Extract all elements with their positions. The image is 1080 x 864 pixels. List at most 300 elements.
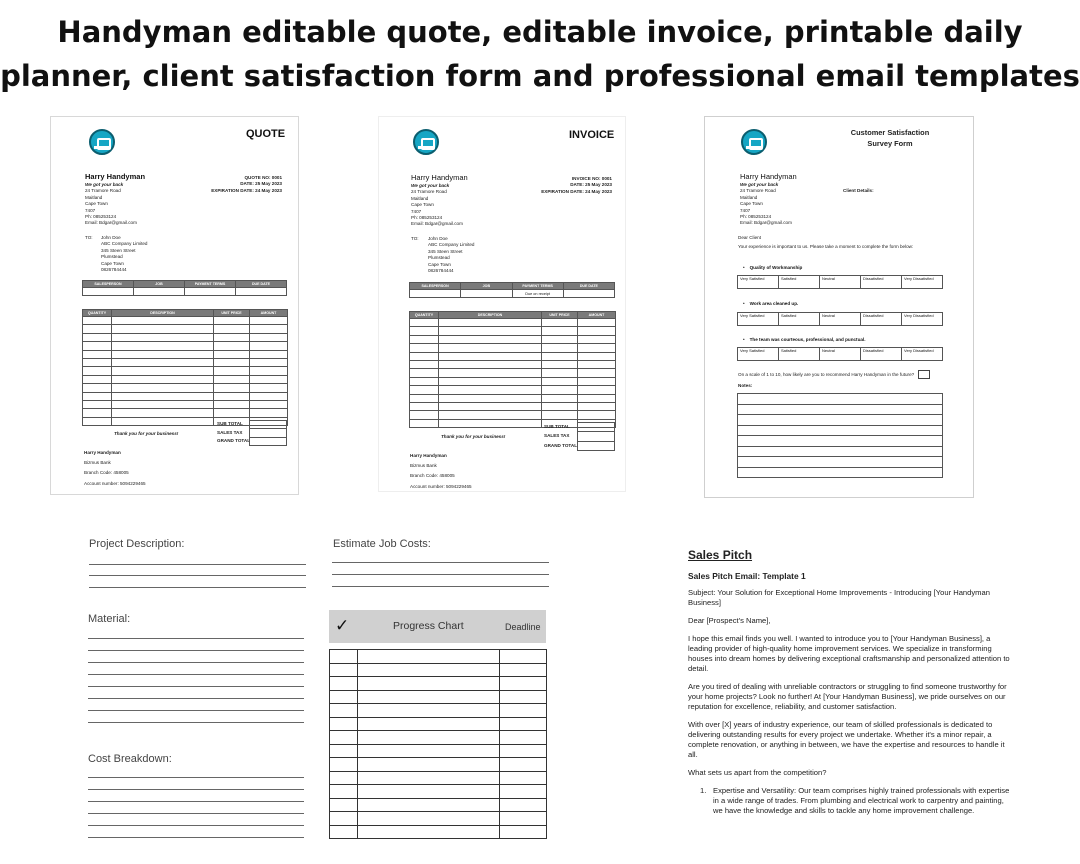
table-cell[interactable] (83, 288, 134, 296)
writing-line[interactable] (88, 837, 304, 838)
address-line: Ph: 085253124 (411, 215, 443, 221)
address-line: Ph: 085253124 (740, 214, 772, 220)
table-cell[interactable] (214, 367, 250, 375)
progress-task-cell[interactable] (358, 798, 500, 812)
rating-option[interactable]: Satisfied (779, 276, 820, 289)
table-cell[interactable] (112, 358, 214, 366)
progress-check-cell[interactable] (330, 663, 358, 677)
table-cell[interactable] (410, 327, 439, 335)
totals-table (249, 420, 287, 446)
progress-deadline-cell[interactable] (500, 771, 547, 785)
progress-task-cell[interactable] (358, 677, 500, 691)
invoice-number: INVOICE NO: 0001 (571, 176, 612, 181)
table-cell[interactable] (250, 375, 288, 383)
client-line: ABC Company Limited (101, 241, 148, 247)
recommend-score-box[interactable] (918, 370, 930, 379)
client-line: Plumstead (428, 255, 450, 261)
email-list-item (688, 786, 1010, 816)
payment-terms-cell[interactable]: Due on receipt (512, 290, 563, 298)
rating-table-workmanship (737, 275, 943, 289)
writing-line[interactable] (88, 698, 304, 699)
table-cell[interactable] (112, 367, 214, 375)
invoice-expiration: EXPIRATION DATE: 24 May 2023 (541, 188, 612, 194)
survey-preview (704, 116, 974, 498)
table-cell[interactable] (542, 344, 578, 352)
rating-option[interactable]: Dissatisfied (861, 348, 902, 361)
email-paragraph: What sets us apart from the competition? (688, 768, 827, 777)
progress-check-cell[interactable] (330, 771, 358, 785)
question-cleanup: • Work area cleaned up. (743, 301, 798, 306)
business-address (740, 182, 792, 227)
client-line: Plumstead (101, 254, 123, 260)
table-cell[interactable] (439, 319, 542, 327)
progress-check-cell[interactable] (330, 704, 358, 718)
progress-check-cell[interactable] (330, 690, 358, 704)
notes-line[interactable] (738, 467, 943, 478)
to-label: TO: (85, 235, 93, 240)
column-header: DUE DATE (563, 283, 614, 290)
writing-line[interactable] (88, 801, 304, 802)
writing-line[interactable] (88, 825, 304, 826)
table-cell[interactable] (250, 317, 288, 325)
address-line: 7407 (411, 208, 422, 214)
table-cell[interactable] (250, 358, 288, 366)
table-cell[interactable] (83, 375, 112, 383)
address-line: 24 Tramore Road (85, 188, 121, 194)
progress-deadline-cell[interactable] (500, 798, 547, 812)
totals-table (577, 422, 615, 451)
column-header: JOB (134, 281, 185, 288)
table-cell[interactable] (214, 384, 250, 392)
address-line: Email: Bdgar@gmail.com (740, 220, 792, 226)
address-line: Email: Bdgar@gmail.com (411, 221, 463, 227)
table-cell[interactable] (439, 386, 542, 394)
invoice-title: INVOICE (569, 129, 615, 141)
table-cell[interactable] (83, 333, 112, 341)
progress-deadline-cell[interactable] (500, 690, 547, 704)
address-line: 24 Tramore Road (740, 188, 776, 194)
writing-line[interactable] (88, 674, 304, 675)
table-cell[interactable] (112, 350, 214, 358)
table-cell[interactable] (410, 290, 461, 298)
headline-line-1: Handyman editable quote, editable invoice, printable daily (57, 15, 1023, 49)
writing-line[interactable] (88, 789, 304, 790)
column-header: AMOUNT (578, 312, 616, 319)
list-item-text: Expertise and Versatility: Our team comprises highly trained professionals with expertise in a wide range of trades. From plumbing and electrical work to carpentry and painting, we have the knowledge and skills to tackle any home improvement challenge. (713, 786, 1010, 815)
table-cell[interactable] (439, 419, 542, 427)
table-cell[interactable] (410, 335, 439, 343)
address-line: Maitland (85, 194, 103, 200)
table-cell[interactable] (578, 402, 616, 410)
table-cell[interactable] (578, 327, 616, 335)
table-cell[interactable] (542, 394, 578, 402)
progress-task-cell[interactable] (358, 663, 500, 677)
progress-check-cell[interactable] (330, 717, 358, 731)
table-cell[interactable] (439, 394, 542, 402)
email-subject: Subject: Your Solution for Exceptional Home Improvements - Introducing [Your Handyman Business] (688, 588, 990, 607)
table-cell[interactable] (578, 377, 616, 385)
recommend-question: On a scale of 1 to 10, how likely are you to recommend Harry Handyman in the future? (738, 372, 915, 377)
table-cell[interactable] (578, 360, 616, 368)
address-line: Maitland (411, 195, 429, 201)
table-cell[interactable] (83, 342, 112, 350)
progress-check-cell[interactable] (330, 758, 358, 772)
table-cell[interactable] (112, 400, 214, 408)
table-cell[interactable] (578, 319, 616, 327)
progress-deadline-cell[interactable] (500, 731, 547, 745)
writing-line[interactable] (332, 562, 549, 563)
progress-check-cell[interactable] (330, 731, 358, 745)
to-label: TO: (411, 236, 419, 241)
notes-line[interactable] (738, 446, 943, 457)
table-cell[interactable] (410, 369, 439, 377)
client-line: ABC Company Limited (428, 242, 475, 248)
table-cell[interactable] (214, 409, 250, 417)
table-cell[interactable] (439, 360, 542, 368)
bank-name: Bizmus Bank (84, 460, 111, 466)
table-cell[interactable] (410, 411, 439, 419)
table-cell[interactable] (578, 352, 616, 360)
rating-option[interactable]: Very Dissatisfied (902, 276, 943, 289)
table-cell[interactable] (578, 369, 616, 377)
table-cell[interactable] (112, 384, 214, 392)
writing-line[interactable] (88, 638, 304, 639)
table-cell[interactable] (214, 400, 250, 408)
table-cell[interactable] (134, 288, 185, 296)
table-cell[interactable] (410, 386, 439, 394)
rating-option[interactable]: Very Satisfied (738, 313, 779, 326)
checkmark-icon: ✓ (335, 616, 350, 636)
column-header: DUE DATE (236, 281, 287, 288)
progress-task-cell[interactable] (358, 744, 500, 758)
sales-pitch-heading: Sales Pitch (688, 548, 753, 562)
quote-title: QUOTE (246, 128, 286, 140)
grand-total-value[interactable] (578, 441, 615, 450)
table-cell[interactable] (250, 342, 288, 350)
tagline: We got your back (740, 182, 779, 187)
column-header: UNIT PRICE (542, 312, 578, 319)
table-cell[interactable] (83, 350, 112, 358)
column-header: DESCRIPTION (439, 312, 542, 319)
rating-option[interactable]: Dissatisfied (861, 276, 902, 289)
table-cell[interactable] (542, 402, 578, 410)
bank-details (410, 451, 472, 492)
progress-deadline-cell[interactable] (500, 650, 547, 664)
progress-deadline-cell[interactable] (500, 663, 547, 677)
address-line: 7407 (740, 207, 751, 213)
writing-line[interactable] (88, 710, 304, 711)
table-cell[interactable] (112, 417, 214, 425)
client-line: John Doe (101, 235, 121, 240)
question-courtesy: • The team was courteous, professional, and punctual. (743, 337, 866, 342)
progress-deadline-cell[interactable] (500, 717, 547, 731)
progress-deadline-cell[interactable] (500, 744, 547, 758)
writing-line[interactable] (332, 574, 549, 575)
tagline: We got your back (85, 182, 124, 187)
handyman-logo-icon (413, 129, 439, 155)
writing-line[interactable] (89, 564, 306, 565)
notes-line[interactable] (738, 425, 943, 436)
business-name: Harry Handyman (740, 172, 797, 181)
table-cell[interactable] (578, 394, 616, 402)
notes-line[interactable] (738, 394, 943, 405)
writing-line[interactable] (332, 586, 549, 587)
client-block (101, 235, 147, 273)
rating-option[interactable]: Satisfied (779, 313, 820, 326)
table-cell[interactable] (250, 350, 288, 358)
rating-option[interactable]: Very Satisfied (738, 276, 779, 289)
quote-date: DATE: 25 May 2023 (240, 181, 282, 187)
table-cell[interactable] (563, 290, 614, 298)
table-cell[interactable] (112, 317, 214, 325)
progress-task-cell[interactable] (358, 650, 500, 664)
table-cell[interactable] (214, 375, 250, 383)
rating-option[interactable]: Neutral (820, 348, 861, 361)
sales-pitch-preview (688, 548, 1010, 816)
client-line: John Doe (428, 236, 448, 241)
address-line: Ph: 085253124 (85, 214, 117, 220)
subtotal-label: SUB TOTAL (217, 421, 243, 426)
table-cell[interactable] (83, 325, 112, 333)
table-cell[interactable] (83, 392, 112, 400)
table-cell[interactable] (83, 358, 112, 366)
rating-option[interactable]: Very Dissatisfied (902, 313, 943, 326)
writing-line[interactable] (89, 575, 306, 576)
progress-check-cell[interactable] (330, 812, 358, 826)
table-cell[interactable] (112, 333, 214, 341)
survey-title-line-1: Customer Satisfaction (850, 128, 930, 137)
writing-line[interactable] (88, 662, 304, 663)
bank-account-name: Harry Handyman (84, 450, 121, 455)
email-list (688, 786, 1010, 816)
progress-check-cell[interactable] (330, 677, 358, 691)
column-header: QUANTITY (83, 310, 112, 317)
address-line: Maitland (740, 194, 758, 200)
sales-tax-value[interactable] (578, 432, 615, 441)
table-cell[interactable] (439, 377, 542, 385)
progress-task-cell[interactable] (358, 717, 500, 731)
account-number: Account number: 5094229465 (410, 483, 472, 489)
table-cell[interactable] (236, 288, 287, 296)
rating-option[interactable]: Dissatisfied (861, 313, 902, 326)
table-cell[interactable] (214, 350, 250, 358)
writing-line[interactable] (89, 587, 306, 588)
table-cell[interactable] (83, 384, 112, 392)
table-cell[interactable] (542, 335, 578, 343)
table-cell[interactable] (250, 400, 288, 408)
table-cell[interactable] (214, 333, 250, 341)
table-cell[interactable] (112, 325, 214, 333)
progress-task-cell[interactable] (358, 690, 500, 704)
account-number: Account number: 5094229465 (84, 480, 146, 486)
progress-deadline-cell[interactable] (500, 812, 547, 826)
rating-table-courtesy (737, 347, 943, 361)
progress-task-cell[interactable] (358, 758, 500, 772)
notes-table (737, 393, 943, 478)
list-number: 1. (700, 786, 707, 795)
rating-table-cleanup (737, 312, 943, 326)
page-headline (0, 10, 1080, 98)
table-cell[interactable] (410, 344, 439, 352)
project-description-label: Project Description: (89, 538, 185, 550)
table-cell[interactable] (83, 367, 112, 375)
table-cell[interactable] (83, 400, 112, 408)
table-cell[interactable] (439, 327, 542, 335)
client-details-label: Client Details: (843, 188, 874, 193)
progress-chart-table (329, 649, 547, 839)
progress-deadline-cell[interactable] (500, 785, 547, 799)
table-cell[interactable] (410, 419, 439, 427)
client-line: 345 Steen Street (428, 248, 463, 254)
writing-line[interactable] (88, 722, 304, 723)
progress-check-cell[interactable] (330, 825, 358, 839)
business-name: Harry Handyman (85, 172, 146, 181)
table-cell[interactable] (214, 325, 250, 333)
table-cell[interactable] (214, 358, 250, 366)
table-cell[interactable] (250, 392, 288, 400)
subtotal-value[interactable] (250, 421, 287, 429)
survey-title-line-2: Survey Form (867, 139, 913, 148)
email-paragraph: I hope this email finds you well. I wanted to introduce you to [Your Handyman Business], a leading provider of high-quality home improvement services. We specialize in transforming houses into dream homes by delivering exceptional craftsmanship and personalized attention to detail. (688, 634, 1010, 673)
business-address (85, 182, 137, 227)
table-cell[interactable] (410, 352, 439, 360)
progress-check-cell[interactable] (330, 785, 358, 799)
totals-labels (544, 422, 577, 450)
table-cell[interactable] (185, 288, 236, 296)
notes-line[interactable] (738, 436, 943, 447)
table-cell[interactable] (410, 377, 439, 385)
quote-items-table (82, 309, 288, 426)
table-cell[interactable] (542, 411, 578, 419)
table-cell[interactable] (578, 335, 616, 343)
progress-deadline-cell[interactable] (500, 704, 547, 718)
table-cell[interactable] (542, 369, 578, 377)
table-cell[interactable] (439, 402, 542, 410)
table-cell[interactable] (83, 317, 112, 325)
progress-deadline-cell[interactable] (500, 825, 547, 839)
writing-line[interactable] (88, 686, 304, 687)
sales-tax-value[interactable] (250, 429, 287, 437)
rating-option[interactable]: Neutral (820, 313, 861, 326)
table-cell[interactable] (578, 411, 616, 419)
bank-details (84, 448, 146, 489)
column-header: SALESPERSON (83, 281, 134, 288)
notes-line[interactable] (738, 404, 943, 415)
table-cell[interactable] (250, 409, 288, 417)
table-cell[interactable] (578, 344, 616, 352)
table-cell[interactable] (439, 411, 542, 419)
table-cell[interactable] (542, 327, 578, 335)
table-cell[interactable] (410, 360, 439, 368)
table-cell[interactable] (83, 409, 112, 417)
table-cell[interactable] (439, 344, 542, 352)
table-cell[interactable] (542, 386, 578, 394)
table-cell[interactable] (439, 335, 542, 343)
writing-line[interactable] (88, 777, 304, 778)
table-cell[interactable] (112, 409, 214, 417)
table-cell[interactable] (410, 394, 439, 402)
rating-option[interactable]: Satisfied (779, 348, 820, 361)
address-line: 24 Tramore Road (411, 189, 447, 195)
address-line: Email: Bdgar@gmail.com (85, 220, 137, 226)
progress-check-cell[interactable] (330, 650, 358, 664)
grand-total-value[interactable] (250, 437, 287, 445)
progress-deadline-cell[interactable] (500, 677, 547, 691)
column-header: JOB (461, 283, 512, 290)
table-cell[interactable] (578, 386, 616, 394)
material-label: Material: (88, 613, 131, 625)
table-cell[interactable] (542, 352, 578, 360)
sales-pitch-template-title: Sales Pitch Email: Template 1 (688, 571, 806, 581)
table-cell[interactable] (410, 402, 439, 410)
table-cell[interactable] (439, 352, 542, 360)
table-cell[interactable] (542, 360, 578, 368)
progress-task-cell[interactable] (358, 825, 500, 839)
table-cell[interactable] (112, 375, 214, 383)
table-cell[interactable] (542, 377, 578, 385)
progress-task-cell[interactable] (358, 731, 500, 745)
survey-title (835, 127, 945, 149)
client-block (428, 236, 474, 274)
table-cell[interactable] (410, 319, 439, 327)
column-header: PAYMENT TERMS (185, 281, 236, 288)
table-cell[interactable] (250, 384, 288, 392)
table-cell[interactable] (112, 342, 214, 350)
table-cell[interactable] (214, 317, 250, 325)
client-line: 0826784444 (101, 267, 127, 273)
writing-line[interactable] (88, 650, 304, 651)
invoice-meta (541, 176, 612, 195)
table-cell[interactable] (250, 325, 288, 333)
progress-deadline-cell[interactable] (500, 758, 547, 772)
notes-line[interactable] (738, 415, 943, 426)
rating-option[interactable]: Neutral (820, 276, 861, 289)
subtotal-value[interactable] (578, 423, 615, 432)
email-greeting: Dear [Prospect's Name], (688, 616, 771, 625)
progress-task-cell[interactable] (358, 771, 500, 785)
table-cell[interactable] (83, 417, 112, 425)
progress-task-cell[interactable] (358, 704, 500, 718)
writing-line[interactable] (88, 813, 304, 814)
grand-total-label: GRAND TOTAL (544, 442, 578, 448)
email-paragraph: Are you tired of dealing with unreliable contractors or struggling to find someone trustworthy for your home projects? Look no further! At [Your Handyman Business], we pride ourselves on our reputation for excellence, reliability, and customer satisfaction. (688, 682, 1007, 711)
rating-option[interactable]: Very Dissatisfied (902, 348, 943, 361)
cost-breakdown-label: Cost Breakdown: (88, 753, 172, 765)
progress-task-cell[interactable] (358, 812, 500, 826)
invoice-items-table (409, 311, 616, 428)
progress-task-cell[interactable] (358, 785, 500, 799)
address-line: Cape Town (740, 201, 763, 207)
table-cell[interactable] (439, 369, 542, 377)
table-cell[interactable] (542, 319, 578, 327)
table-cell[interactable] (214, 392, 250, 400)
progress-check-cell[interactable] (330, 744, 358, 758)
rating-option[interactable]: Very Satisfied (738, 348, 779, 361)
client-line: Cape Town (428, 261, 451, 267)
progress-check-cell[interactable] (330, 798, 358, 812)
table-cell[interactable] (250, 367, 288, 375)
business-address (411, 183, 463, 228)
table-cell[interactable] (214, 342, 250, 350)
table-cell[interactable] (461, 290, 512, 298)
table-cell[interactable] (250, 333, 288, 341)
invoice-date: DATE: 25 May 2023 (570, 182, 612, 188)
notes-line[interactable] (738, 457, 943, 468)
client-line: 345 Steen Street (101, 247, 136, 253)
progress-chart-header (329, 610, 546, 643)
table-cell[interactable] (112, 392, 214, 400)
column-header: SALESPERSON (410, 283, 461, 290)
